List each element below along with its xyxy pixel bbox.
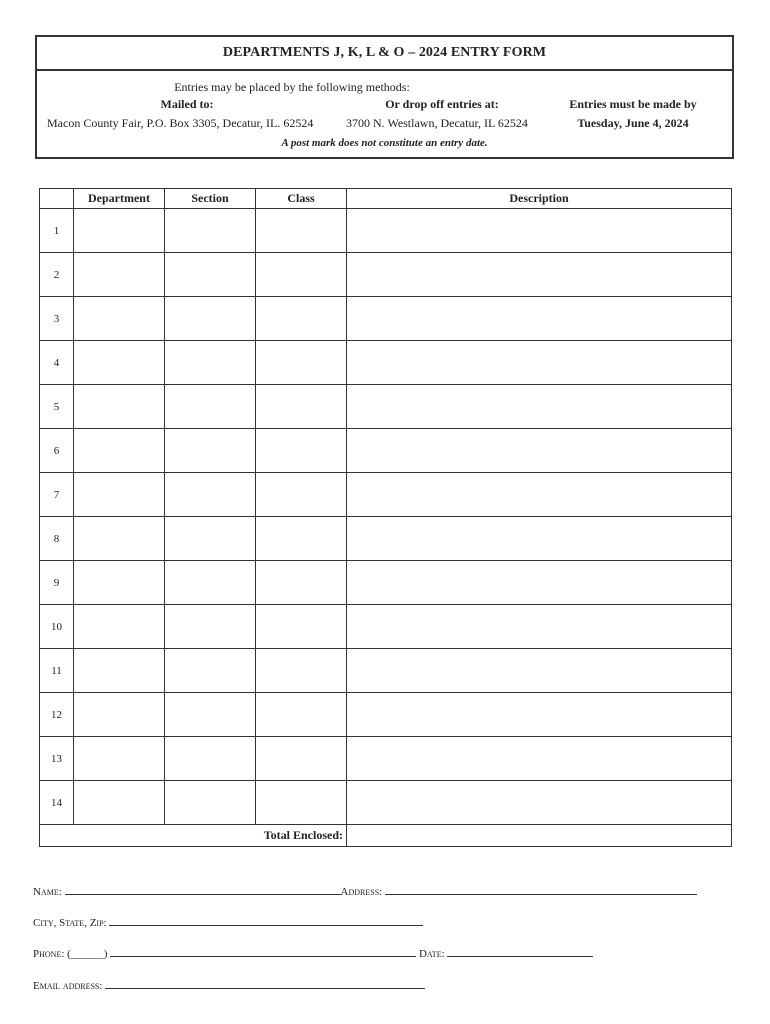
mailed-address: Macon County Fair, P.O. Box 3305, Decatur, IL. 62524 xyxy=(47,116,314,130)
date-label: Date: xyxy=(418,948,445,960)
name-address-line xyxy=(33,884,697,898)
department-cell[interactable] xyxy=(74,781,165,825)
section-cell[interactable] xyxy=(165,473,256,517)
class-cell[interactable] xyxy=(256,737,347,781)
description-cell[interactable] xyxy=(347,473,732,517)
description-cell[interactable] xyxy=(347,605,732,649)
name-label: Name: xyxy=(33,886,62,898)
row-number: 13 xyxy=(40,737,74,781)
section-cell[interactable] xyxy=(165,253,256,297)
table-row xyxy=(40,297,732,341)
department-cell[interactable] xyxy=(74,429,165,473)
section-cell[interactable] xyxy=(165,737,256,781)
class-cell[interactable] xyxy=(256,297,347,341)
row-number: 11 xyxy=(40,649,74,693)
phone-label: Phone: (______) xyxy=(33,948,108,960)
department-cell[interactable] xyxy=(74,385,165,429)
section-cell[interactable] xyxy=(165,297,256,341)
class-cell[interactable] xyxy=(256,385,347,429)
section-cell[interactable] xyxy=(165,649,256,693)
description-cell[interactable] xyxy=(347,385,732,429)
section-cell[interactable] xyxy=(165,341,256,385)
department-cell[interactable] xyxy=(74,693,165,737)
row-number: 10 xyxy=(40,605,74,649)
description-cell[interactable] xyxy=(347,297,732,341)
col-class-header: Class xyxy=(256,189,347,209)
table-row xyxy=(40,649,732,693)
total-label: Total Enclosed: xyxy=(40,825,347,847)
table-row xyxy=(40,517,732,561)
mailed-label: Mailed to: xyxy=(160,97,214,111)
table-row xyxy=(40,737,732,781)
total-row xyxy=(40,825,732,847)
email-field[interactable] xyxy=(105,978,425,989)
row-number: 5 xyxy=(40,385,74,429)
class-cell[interactable] xyxy=(256,649,347,693)
department-cell[interactable] xyxy=(74,561,165,605)
city-state-zip-field[interactable] xyxy=(109,915,423,926)
department-cell[interactable] xyxy=(74,517,165,561)
description-cell[interactable] xyxy=(347,341,732,385)
department-cell[interactable] xyxy=(74,341,165,385)
row-number: 6 xyxy=(40,429,74,473)
description-cell[interactable] xyxy=(347,253,732,297)
row-number: 12 xyxy=(40,693,74,737)
class-cell[interactable] xyxy=(256,341,347,385)
row-number: 7 xyxy=(40,473,74,517)
table-header-row xyxy=(40,189,732,209)
table-row xyxy=(40,385,732,429)
class-cell[interactable] xyxy=(256,561,347,605)
section-cell[interactable] xyxy=(165,561,256,605)
col-department-header: Department xyxy=(74,189,165,209)
address-field[interactable] xyxy=(385,884,697,895)
name-field[interactable] xyxy=(65,884,341,895)
class-cell[interactable] xyxy=(256,209,347,253)
table-row xyxy=(40,561,732,605)
row-number: 1 xyxy=(40,209,74,253)
section-cell[interactable] xyxy=(165,429,256,473)
section-cell[interactable] xyxy=(165,781,256,825)
class-cell[interactable] xyxy=(256,517,347,561)
class-cell[interactable] xyxy=(256,473,347,517)
phone-field[interactable] xyxy=(110,946,416,957)
postmark-note: A post mark does not constitute an entry date. xyxy=(281,137,488,149)
table-row xyxy=(40,693,732,737)
table-row xyxy=(40,781,732,825)
col-description-header: Description xyxy=(347,189,732,209)
entry-table xyxy=(39,188,732,847)
description-cell[interactable] xyxy=(347,429,732,473)
city-line xyxy=(33,915,423,929)
dropoff-label: Or drop off entries at: xyxy=(385,97,499,111)
dropoff-address: 3700 N. Westlawn, Decatur, IL 62524 xyxy=(346,116,528,130)
section-cell[interactable] xyxy=(165,517,256,561)
section-cell[interactable] xyxy=(165,693,256,737)
row-number: 2 xyxy=(40,253,74,297)
row-number: 14 xyxy=(40,781,74,825)
department-cell[interactable] xyxy=(74,473,165,517)
row-number: 3 xyxy=(40,297,74,341)
phone-date-line xyxy=(33,946,593,960)
description-cell[interactable] xyxy=(347,693,732,737)
table-row xyxy=(40,253,732,297)
table-row xyxy=(40,429,732,473)
description-cell[interactable] xyxy=(347,561,732,605)
header-box xyxy=(35,35,734,159)
class-cell[interactable] xyxy=(256,781,347,825)
department-cell[interactable] xyxy=(74,737,165,781)
total-field[interactable] xyxy=(347,825,732,847)
date-field[interactable] xyxy=(447,946,593,957)
class-cell[interactable] xyxy=(256,429,347,473)
email-line xyxy=(33,978,425,992)
row-number: 8 xyxy=(40,517,74,561)
table-row xyxy=(40,473,732,517)
methods-intro: Entries may be placed by the following methods: xyxy=(174,80,410,94)
class-cell[interactable] xyxy=(256,605,347,649)
section-cell[interactable] xyxy=(165,605,256,649)
department-cell[interactable] xyxy=(74,209,165,253)
description-cell[interactable] xyxy=(347,781,732,825)
row-number: 4 xyxy=(40,341,74,385)
table-row xyxy=(40,341,732,385)
form-title: DEPARTMENTS J, K, L & O – 2024 ENTRY FORM xyxy=(37,37,732,71)
description-cell[interactable] xyxy=(347,737,732,781)
description-cell[interactable] xyxy=(347,209,732,253)
section-cell[interactable] xyxy=(165,209,256,253)
col-section-header: Section xyxy=(165,189,256,209)
description-cell[interactable] xyxy=(347,649,732,693)
row-number: 9 xyxy=(40,561,74,605)
class-cell[interactable] xyxy=(256,693,347,737)
department-cell[interactable] xyxy=(74,253,165,297)
deadline-date: Tuesday, June 4, 2024 xyxy=(577,116,689,130)
department-cell[interactable] xyxy=(74,297,165,341)
address-label: Address: xyxy=(340,886,383,898)
city-state-zip-label: City, State, Zip: xyxy=(33,917,107,929)
class-cell[interactable] xyxy=(256,253,347,297)
description-cell[interactable] xyxy=(347,517,732,561)
department-cell[interactable] xyxy=(74,605,165,649)
deadline-label: Entries must be made by xyxy=(569,97,697,111)
department-cell[interactable] xyxy=(74,649,165,693)
email-label: Email address: xyxy=(33,980,103,992)
table-row xyxy=(40,605,732,649)
section-cell[interactable] xyxy=(165,385,256,429)
col-number-header xyxy=(40,189,74,209)
table-row xyxy=(40,209,732,253)
